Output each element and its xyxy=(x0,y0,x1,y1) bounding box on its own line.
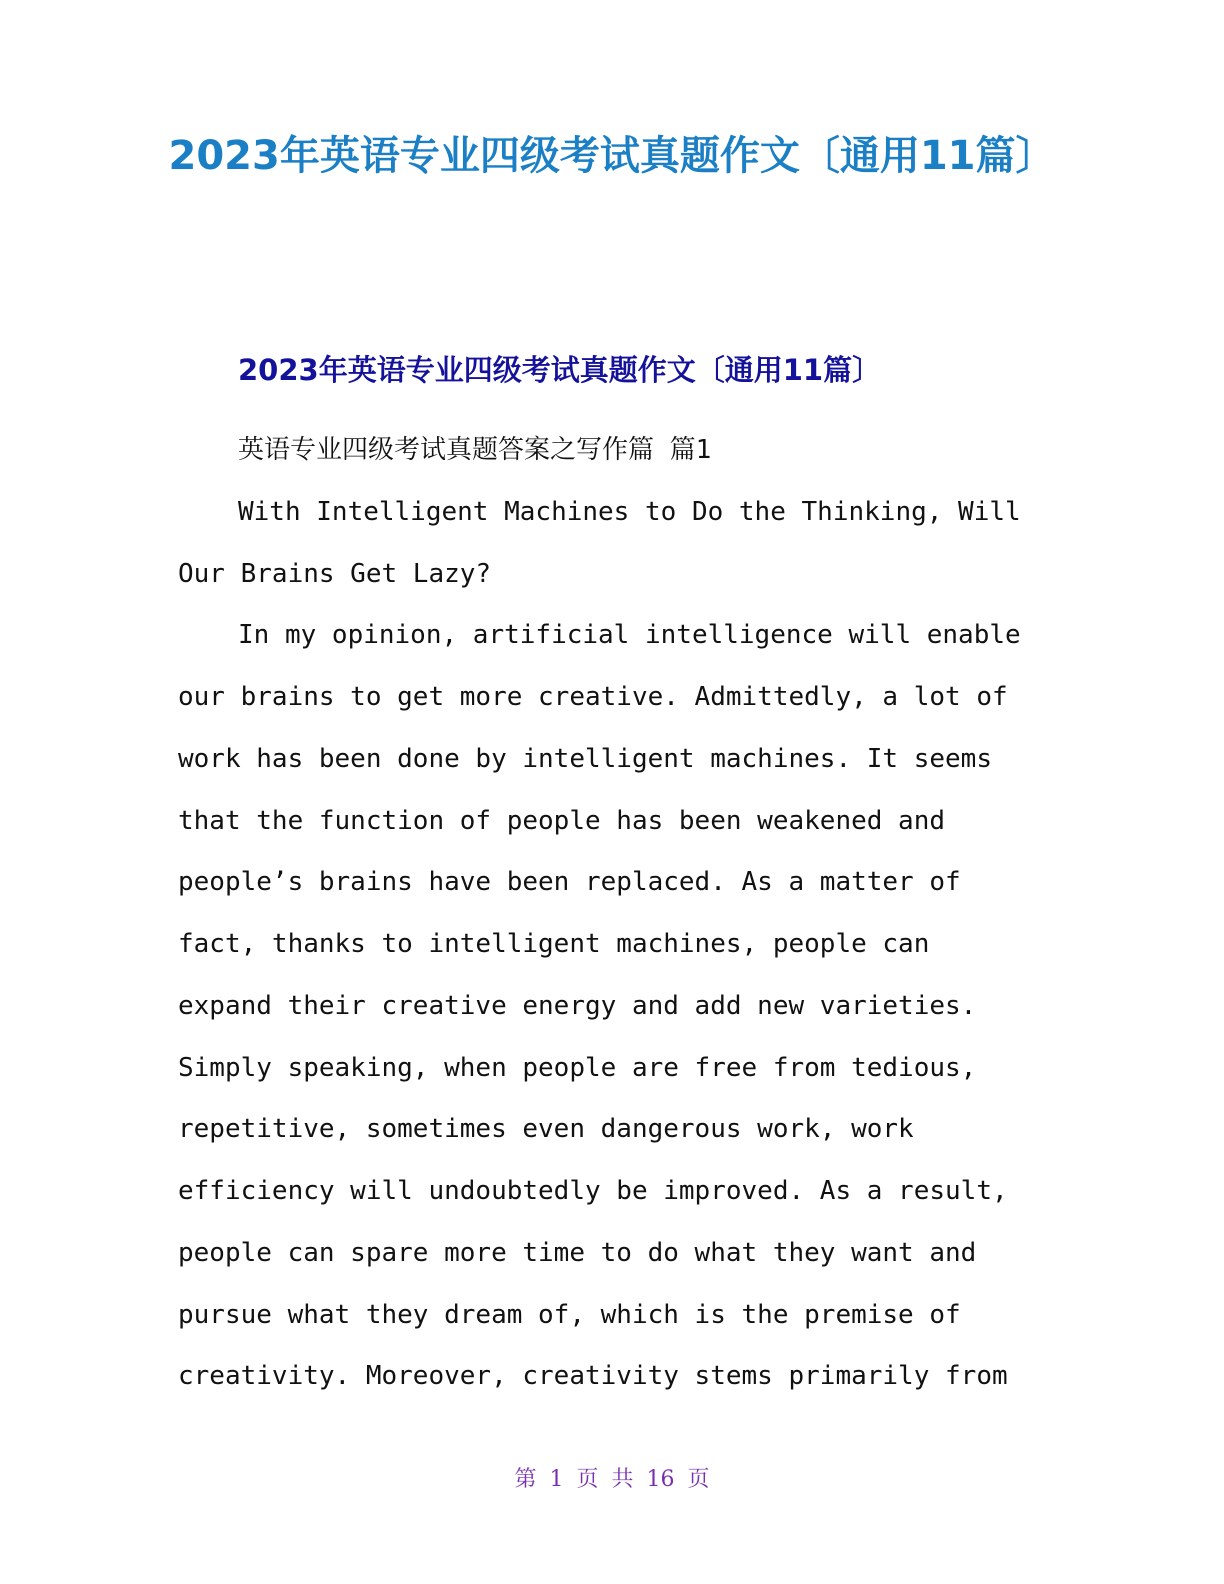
document-body xyxy=(178,420,1038,1408)
document-title: 2023年英语专业四级考试真题作文〔通用11篇〕 xyxy=(168,133,1056,179)
page-number-footer: 第 1 页 共 16 页 xyxy=(514,1467,710,1492)
essay-paragraph: In my opinion, artificial intelligence will enable our brains to get more creative. Admittedly, a lot of work has been done by intelligent machines. It seems that the function of people has been weakened and people’s brains have been replaced. As a matter of fact, thanks to intelligent machines, people can expand their creative energy and add new varieties. Simply speaking, when people are free from tedious, repetitive, sometimes even dangerous work, work efficiency will undoubtedly be improved. As a result, people can spare more time to do what they want and pursue what they dream of, which is the premise of creativity. Moreover, creativity stems primarily from xyxy=(178,620,1021,1392)
section-heading: 2023年英语专业四级考试真题作文〔通用11篇〕 xyxy=(238,353,882,387)
article-label: 英语专业四级考试真题答案之写作篇 篇1 xyxy=(238,435,712,465)
essay-title: With Intelligent Machines to Do the Thinking, Will Our Brains Get Lazy? xyxy=(178,496,1021,589)
